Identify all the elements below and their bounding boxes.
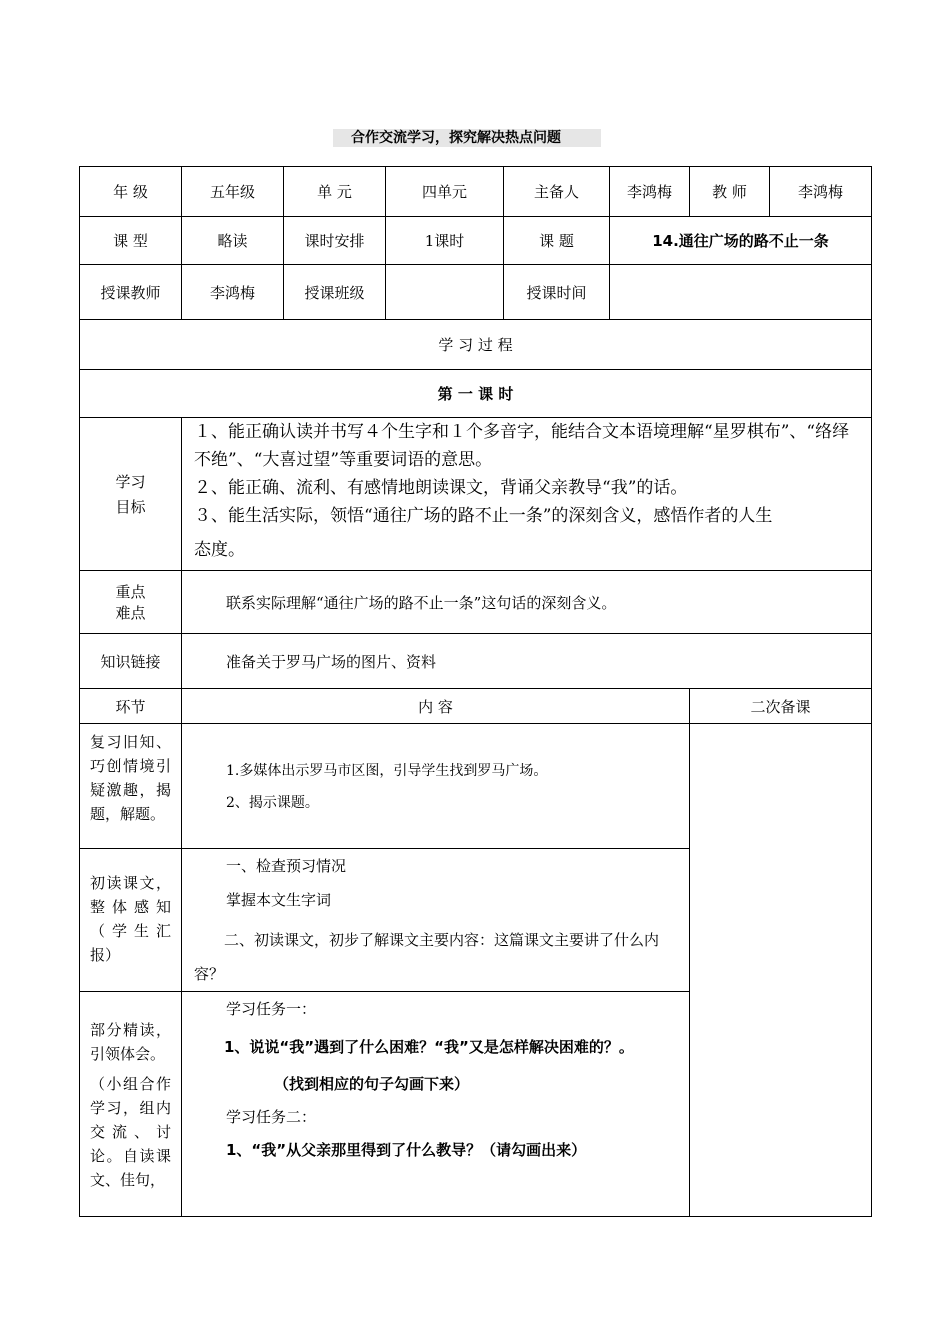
topic-label: 课 题 bbox=[504, 217, 610, 265]
instructor-value: 李鸿梅 bbox=[182, 265, 284, 320]
preparer-label: 主备人 bbox=[504, 167, 610, 217]
knowledge-link-label: 知识链接 bbox=[80, 634, 182, 689]
type-label: 课 型 bbox=[80, 217, 182, 265]
goals-content bbox=[182, 418, 872, 571]
goals-label-line2: 目标 bbox=[115, 498, 146, 516]
schedule-label: 课时安排 bbox=[284, 217, 386, 265]
goals-label bbox=[80, 418, 182, 571]
second-prep-cell bbox=[690, 724, 872, 1217]
key-points-label-line1: 重点 bbox=[115, 583, 146, 601]
step-2-line-3: 二、初读课文，初步了解课文主要内容：这篇课文主要讲了什么内容？ bbox=[194, 931, 660, 983]
step-3-content bbox=[182, 992, 690, 1217]
step-2-line-2: 掌握本文生字词 bbox=[226, 891, 332, 909]
teacher-label: 教 师 bbox=[690, 167, 770, 217]
unit-value: 四单元 bbox=[386, 167, 504, 217]
instructor-label: 授课教师 bbox=[80, 265, 182, 320]
goals-label-line1: 学习 bbox=[115, 473, 146, 491]
step-2-line-1: 一、检查预习情况 bbox=[226, 857, 347, 875]
step-3-label-b: （小组合作学习，组内交流、讨论。自读课文、佳句， bbox=[90, 1075, 171, 1189]
time-label: 授课时间 bbox=[504, 265, 610, 320]
lesson-plan-table bbox=[79, 166, 872, 1217]
step-1-label: 复习旧知、巧创情境引疑激趣，揭题，解题。 bbox=[80, 724, 182, 849]
teacher-value: 李鸿梅 bbox=[770, 167, 872, 217]
grade-value: 五年级 bbox=[182, 167, 284, 217]
grade-label: 年 级 bbox=[80, 167, 182, 217]
schedule-value: 1课时 bbox=[386, 217, 504, 265]
lesson-heading: 第 一 课 时 bbox=[80, 370, 872, 418]
class-label: 授课班级 bbox=[284, 265, 386, 320]
type-value: 略读 bbox=[182, 217, 284, 265]
goal-3-cont: 态度。 bbox=[194, 540, 245, 560]
topic-value: 14.通往广场的路不止一条 bbox=[610, 217, 872, 265]
step-3-line-3: （找到相应的句子勾画下来） bbox=[274, 1075, 470, 1093]
step-3-label bbox=[80, 992, 182, 1217]
step-1-line-2: 2、揭示课题。 bbox=[226, 795, 319, 811]
key-points-text: 联系实际理解“通往广场的路不止一条”这句话的深刻含义。 bbox=[182, 571, 872, 634]
time-value bbox=[610, 265, 872, 320]
page-title-text: 合作交流学习，探究解决热点问题 bbox=[351, 130, 561, 146]
goal-1: １、能正确认读并书写４个生字和１个多音字，能结合文本语境理解“星罗棋布”、“络绎不绝”、“大喜过望”等重要词语的意思。 bbox=[194, 422, 850, 470]
step-2-label: 初读课文，整体感知（学生汇报） bbox=[80, 849, 182, 992]
page-title bbox=[333, 129, 601, 147]
preparer-value: 李鸿梅 bbox=[610, 167, 690, 217]
goal-3: ３、能生活实际，领悟“通往广场的路不止一条”的深刻含义，感悟作者的人生 bbox=[194, 506, 773, 526]
goal-2: ２、能正确、流利、有感情地朗读课文，背诵父亲教导“我”的话。 bbox=[194, 478, 688, 498]
column-content: 内 容 bbox=[182, 689, 690, 724]
step-1-content bbox=[182, 724, 690, 849]
key-points-label-line2: 难点 bbox=[115, 604, 146, 622]
step-1-line-1: 1.多媒体出示罗马市区图，引导学生找到罗马广场。 bbox=[226, 763, 548, 779]
step-3-line-5: 1、“我”从父亲那里得到了什么教导？（请勾画出来） bbox=[226, 1141, 587, 1159]
column-second: 二次备课 bbox=[690, 689, 872, 724]
step-3-line-1: 学习任务一： bbox=[226, 1000, 317, 1018]
knowledge-link-text: 准备关于罗马广场的图片、资料 bbox=[182, 634, 872, 689]
class-value bbox=[386, 265, 504, 320]
column-step: 环节 bbox=[80, 689, 182, 724]
process-heading: 学 习 过 程 bbox=[80, 320, 872, 370]
step-2-content bbox=[182, 849, 690, 992]
key-points-label bbox=[80, 571, 182, 634]
unit-label: 单 元 bbox=[284, 167, 386, 217]
step-3-line-4: 学习任务二： bbox=[226, 1108, 317, 1126]
step-3-label-a: 部分精读，引领体会。 bbox=[90, 1021, 171, 1063]
step-3-line-2: 1、说说“我”遇到了什么困难？“我”又是怎样解决困难的？。 bbox=[224, 1038, 634, 1056]
